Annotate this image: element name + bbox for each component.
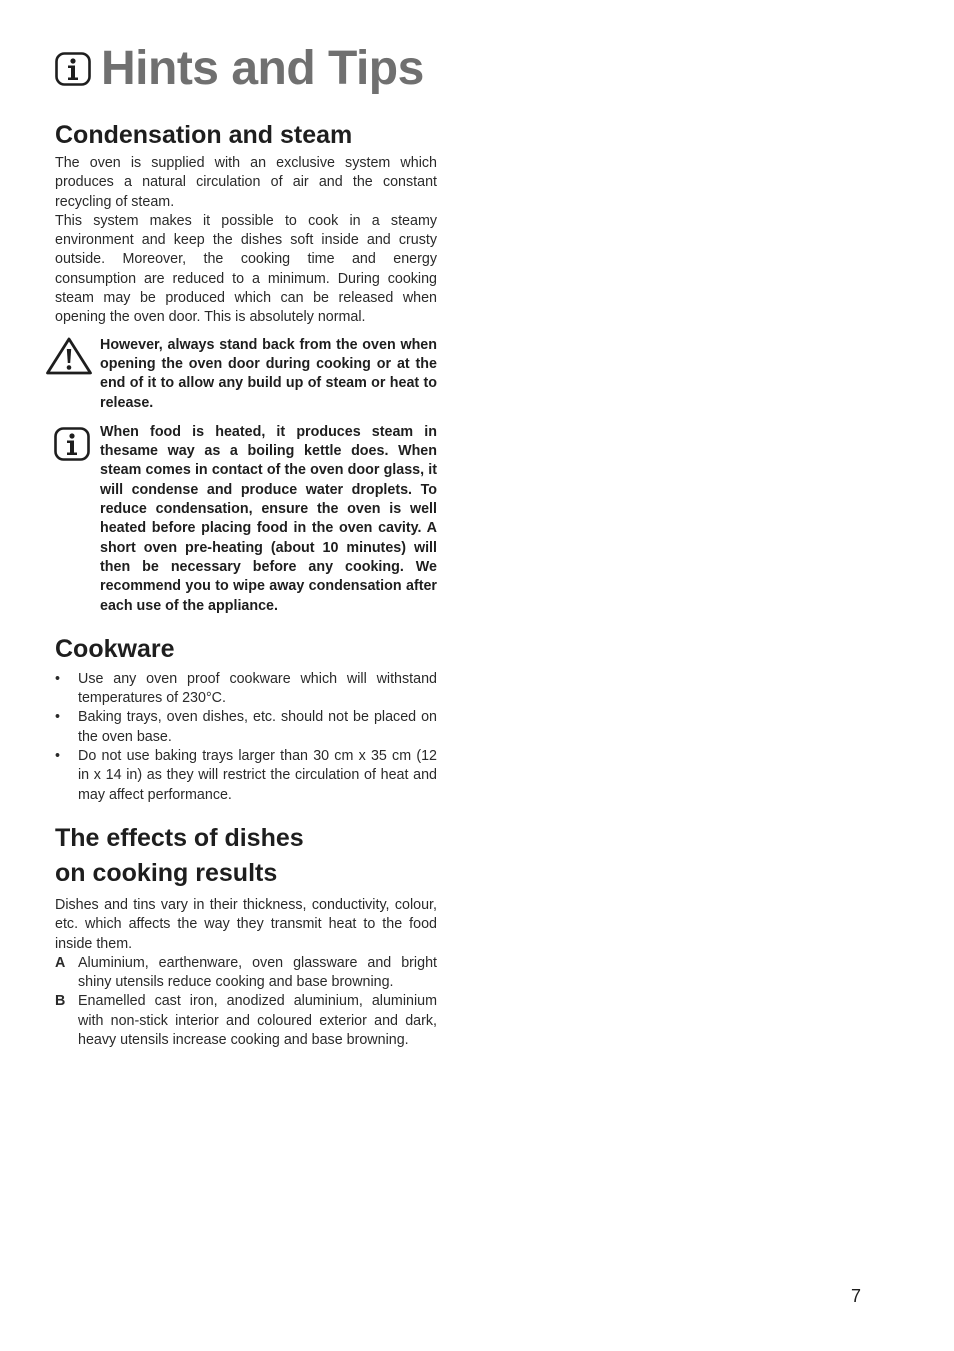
effects-section [55, 821, 437, 1050]
bullet: • [55, 709, 61, 726]
list-item: • Do not use baking trays larger than 30 cm x 35 cm (12 in x 14 in) as they will restrict the circulation of heat and may affect performance. [55, 748, 437, 803]
page-title-text: Hints and Tips [101, 42, 424, 95]
effects-intro: Dishes and tins vary in their thickness, conductivity, colour, etc. which affects the way they transmit heat to the food inside them. [55, 896, 437, 952]
warning-icon [45, 336, 93, 381]
bullet: • [55, 670, 61, 687]
effects-heading: The effects of dishes on cooking results [55, 823, 304, 887]
info-text: When food is heated, it produces steam in thesame way as a boiling kettle does. When steam comes in contact of the oven door glass, it will condense and produce water droplets. To reduce condensation, ensure the oven is well heated before placing food in the oven cavity. A short oven pre-heating (about 10 minutes) will then be necessary before any cooking. We recommend you to wipe away condensation after each use of the appliance. [100, 423, 437, 614]
condensation-section [55, 118, 437, 616]
list-item: A Aluminium, earthenware, oven glassware and bright shiny utensils reduce cooking and base browning. [55, 954, 437, 991]
cookware-list [55, 670, 437, 805]
list-item: • Baking trays, oven dishes, etc. should not be placed on the oven base. [55, 709, 437, 745]
main-column [55, 118, 437, 1050]
item-letter: A [55, 954, 66, 971]
bullet: • [55, 748, 61, 765]
info-icon [54, 427, 90, 466]
warning-text: However, always stand back from the oven when opening the oven door during cooking or at the end of it to allow any build up of steam or heat to release. [100, 336, 437, 411]
warning-note [55, 336, 437, 413]
list-item: B Enamelled cast iron, anodized aluminium, aluminium with non-stick interior and coloured exterior and dark, heavy utensils increase cooking and base browning. [55, 993, 437, 1048]
page-title [55, 38, 424, 100]
item-letter: B [55, 993, 66, 1010]
page-number: 7 [851, 1286, 862, 1306]
condensation-paragraph-1: The oven is supplied with an exclusive system which produces a natural circulation of air and the constant recycling of steam. [55, 155, 437, 210]
info-icon [55, 52, 91, 86]
cookware-heading: Cookware [55, 634, 175, 663]
condensation-heading: Condensation and steam [55, 121, 353, 149]
info-note [55, 423, 437, 616]
list-item: • Use any oven proof cookware which will withstand temperatures of 230°C. [55, 670, 437, 707]
cookware-section [55, 632, 437, 805]
condensation-paragraph-2: This system makes it possible to cook in a steamy environment and keep the dishes soft inside and crusty outside. Moreover, the cooking time and energy consumption are reduced to a minimum. During cooking steam may be produced which can be released when opening the oven door. This is absolutely normal. [55, 212, 437, 326]
effects-list [55, 954, 437, 1050]
